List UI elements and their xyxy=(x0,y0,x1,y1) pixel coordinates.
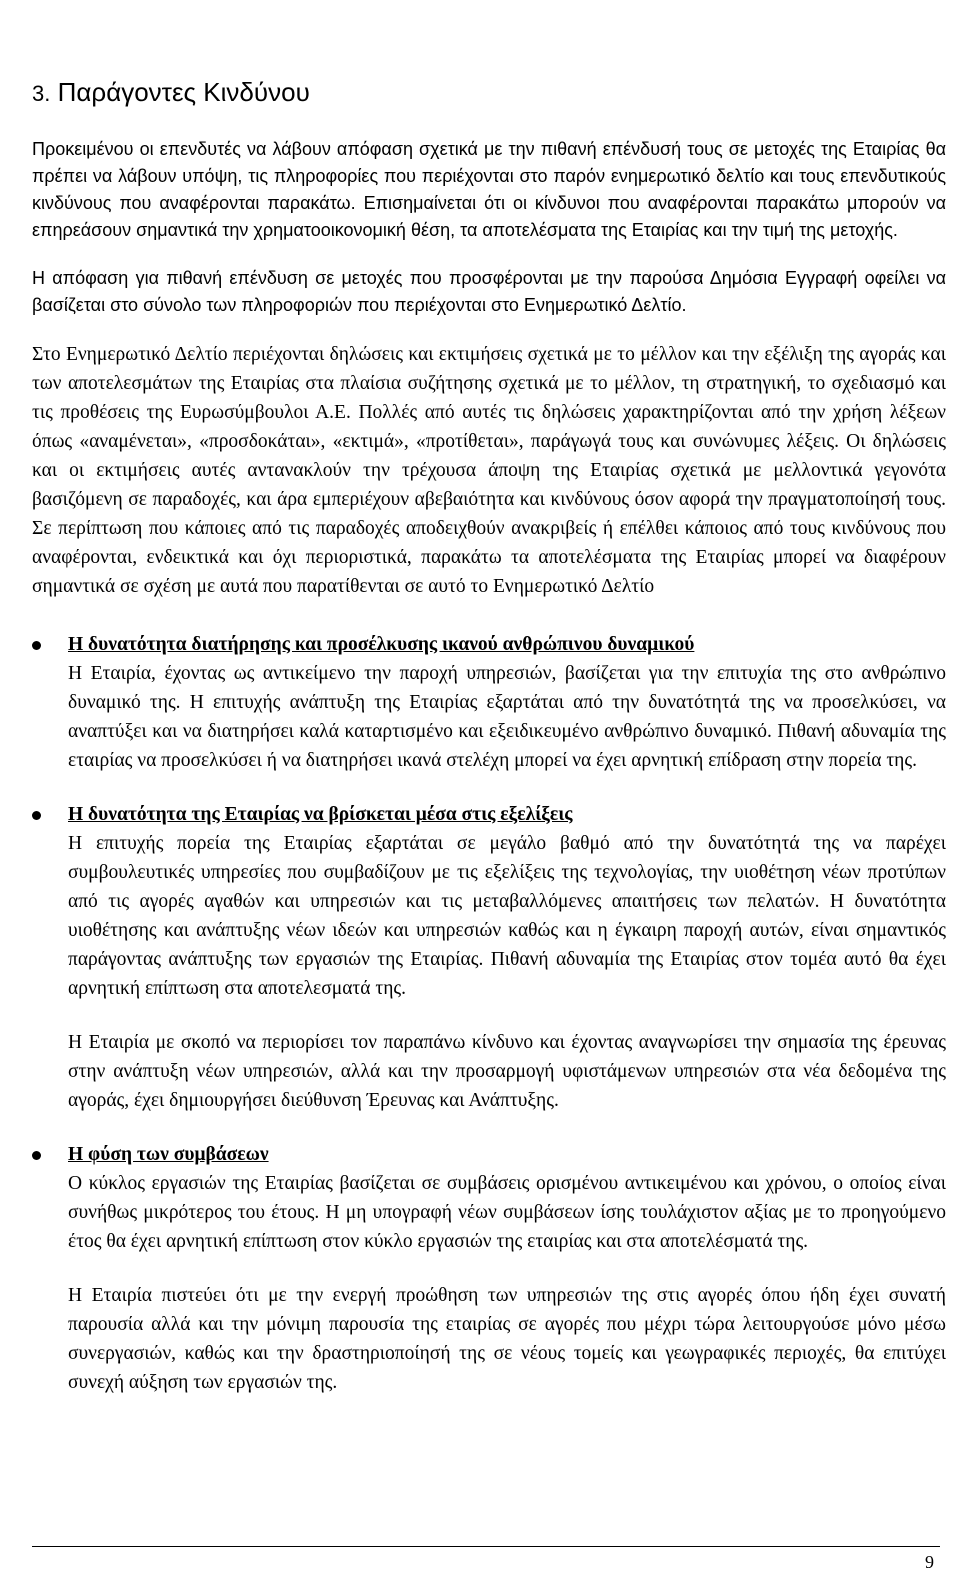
risk-mitigation: Η Εταιρία με σκοπό να περιορίσει τον παραπάνω κίνδυνο και έχοντας αναγνωρίσει την σημασία της έρευνας στην ανάπτυξη νέων υπηρεσιών, αλλά και την προσαρμογή υφιστάμενων υπηρεσιών στα νέα δεδομένα της αγοράς, έχει δημιουργήσει διεύθυνση Έρευνας και Ανάπτυξης. xyxy=(68,1032,946,1111)
footer-divider xyxy=(32,1546,940,1547)
bullet-icon xyxy=(32,811,41,820)
section-title: Παράγοντες Κινδύνου xyxy=(57,77,310,107)
intro-paragraph-1: Προκειμένου οι επενδυτές να λάβουν απόφαση σχετικά με την πιθανή επένδυσή τους σε μετοχές της Εταιρίας θα πρέπει να λάβουν υπόψη, τις πληροφορίες που περιέχονται στο παρόν ενημερωτικό δελτίο και τους επενδυτικούς κινδύνους που αναφέρονται παρακάτω. Επισημαίνεται ότι οι κίνδυνοι που αναφέρονται παρακάτω μπορούν να επηρεάσουν σημαντικά την χρηματοοικονομική θέση, τα αποτελέσματα της Εταιρίας και την τιμή της μετοχής. xyxy=(32,139,946,240)
risk-body: Ο κύκλος εργασιών της Εταιρίας βασίζεται σε συμβάσεις ορισμένου αντικειμένου και χρόνου, ο οποίος είναι συνήθως μικρότερος του έτους. Η μη υπογραφή νέων συμβάσεων ίσης τουλάχιστον αξίας με το προηγούμενο έτος θα έχει αρνητική επίπτωση στον κύκλο εργασιών της εταιρίας και στα αποτελέσματά της. xyxy=(68,1173,946,1252)
intro-paragraph-2: Η απόφαση για πιθανή επένδυση σε μετοχές που προσφέρονται με την παρούσα Δημόσια Εγγραφή οφείλει να βασίζεται στο σύνολο των πληροφοριών που περιέχονται στο Ενημερωτικό Δελτίο. xyxy=(32,268,946,315)
intro-paragraph-3: Στο Ενημερωτικό Δελτίο περιέχονται δηλώσεις και εκτιμήσεις σχετικά με το μέλλον και την εξέλιξη της αγοράς και των αποτελεσμάτων της Εταιρίας στα πλαίσια συζήτησης σχετικά με το μέλλον, τη στρατηγική, το σχεδιασμό και τις προθέσεις της Ευρωσύμβουλοι Α.Ε. Πολλές από αυτές τις δηλώσεις χαρακτηρίζονται από την χρήση λέξεων όπως «αναμένεται», «προσδοκάται», «εκτιμά», «προτίθεται», παράγωγά τους και συνώνυμες λέξεις. Οι δηλώσεις και οι εκτιμήσεις αυτές αντανακλούν την τρέχουσα άποψη της Εταιρίας σχετικά με μελλοντικά γεγονότα βασιζόμενη σε παραδοχές, και άρα εμπεριέχουν αβεβαιότητα και κινδύνους όσον αφορά την πραγματοποίησή τους. Σε περίπτωση που κάποιες από τις παραδοχές αποδειχθούν ανακριβείς ή επέλθει κάποιος από τους κινδύνους που αναφέρονται, ενδεικτικά και όχι περιοριστικά, παρακάτω τα αποτελέσματα της Εταιρίας μπορεί να διαφέρουν σημαντικά σε σχέση με αυτά που παρατίθενται σε αυτό το Ενημερωτικό Δελτίο xyxy=(32,344,946,597)
risk-mitigation: Η Εταιρία πιστεύει ότι με την ενεργή προώθηση των υπηρεσιών της στις αγορές όπου ήδη έχει συνατή παρουσία αλλά και την μόνιμη παρουσία της εταιρίας σε αγορές που μέχρι τώρα λειτουργούσε μόνο μέσω συνεργασιών, καθώς και την δραστηριοποίησή της σε νέους τομείς και γεωγραφικές περιοχές, θα επιτύχει συνεχή αύξηση των εργασιών της. xyxy=(68,1285,946,1393)
document-page xyxy=(32,76,946,1397)
risk-item-contracts xyxy=(32,1140,946,1397)
risk-title: Η δυνατότητα της Εταιρίας να βρίσκεται μέσα στις εξελίξεις xyxy=(68,804,573,825)
risk-body: Η Εταιρία, έχοντας ως αντικείμενο την παροχή υπηρεσιών, βασίζεται για την επιτυχία της στο ανθρώπινο δυναμικό της. Η επιτυχής ανάπτυξη της Εταιρίας εξαρτάται από την δυνατότητά της να προσελκύσει, να αναπτύξει και να διατηρήσει καλά καταρτισμένο και εξειδικευμένο ανθρώπινο δυναμικό. Πιθανή αδυναμία της εταιρίας να προσελκύσει ή να διατηρήσει ικανά στελέχη μπορεί να έχει αρνητική επίδραση στην πορεία της. xyxy=(68,663,946,771)
bullet-icon xyxy=(32,1151,41,1160)
risk-body: Η επιτυχής πορεία της Εταιρίας εξαρτάται σε μεγάλο βαθμό από την δυνατότητά της να παρέχει συμβουλευτικές υπηρεσίες που συμβαδίζουν με τις εξελίξεις της τεχνολογίας, την υιοθέτηση νέων προτύπων από τις αγορές αγαθών και υπηρεσιών και τις μεταβαλλόμενες απαιτήσεις των πελατών. Η δυνατότητα υιοθέτησης και ανάπτυξης νέων ιδεών και υπηρεσιών καθώς και η έγκαιρη παροχή αυτών, είναι σημαντικός παράγοντας ανάπτυξης των εργασιών της Εταιρίας. Πιθανή αδυναμία της Εταιρίας στον τομέα αυτό θα έχει αρνητική επίπτωση στα αποτελεσματά της. xyxy=(68,833,946,999)
section-number: 3. xyxy=(32,81,51,106)
bullet-icon xyxy=(32,641,41,650)
page-number: 9 xyxy=(925,1552,934,1572)
risk-item-developments xyxy=(32,800,946,1115)
risk-title: Η φύση των συμβάσεων xyxy=(68,1144,269,1165)
section-heading xyxy=(32,76,946,110)
risk-title: Η δυνατότητα διατήρησης και προσέλκυσης ικανού ανθρώπινου δυναμικού xyxy=(68,634,695,655)
risk-item-personnel xyxy=(32,630,946,775)
